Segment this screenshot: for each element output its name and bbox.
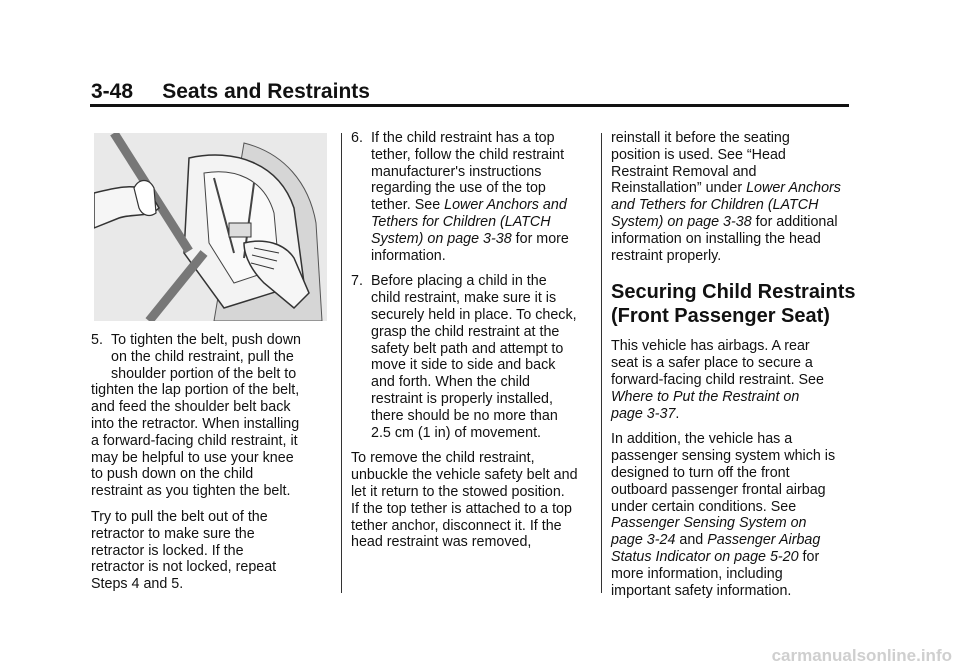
text-run: for <box>798 548 820 565</box>
list-item-step-7 <box>351 273 597 441</box>
text-line: outboard passenger frontal airbag <box>611 481 826 498</box>
text-line: retractor is locked. If the <box>91 542 244 559</box>
text-line: a forward-facing child restraint, it <box>91 432 298 449</box>
text-line: into the retractor. When installing <box>91 415 300 432</box>
text-line: This vehicle has airbags. A rear <box>611 338 810 355</box>
airbag-paragraph <box>611 338 856 422</box>
text-line: more information, including <box>611 565 783 582</box>
text-line: may be helpful to use your knee <box>91 449 294 466</box>
sensing-system-paragraph <box>611 431 856 599</box>
text-run: and <box>675 532 708 549</box>
text-line: tether anchor, disconnect it. If the <box>351 517 562 534</box>
text-line: To tighten the belt, push down <box>111 332 301 348</box>
cross-reference-link[interactable]: System) on page 3-38 <box>371 230 512 247</box>
text-run: for more <box>511 230 569 247</box>
text-line: seat is a safer place to secure a <box>611 355 813 372</box>
watermark: carmanualsonline.info <box>771 646 952 665</box>
text-line: Steps 4 and 5. <box>91 576 184 593</box>
text-line: to push down on the child <box>91 466 254 483</box>
continued-paragraph <box>611 130 856 264</box>
column-1 <box>91 332 333 593</box>
text-line: Restraint Removal and <box>611 163 757 180</box>
cross-reference-link[interactable]: Lower Anchors <box>746 180 841 197</box>
list-item-step-5 <box>91 332 333 500</box>
text-line: important safety information. <box>611 582 792 599</box>
cross-reference-link[interactable]: and Tethers for Children (LATCH <box>611 197 819 214</box>
text-run: for additional <box>751 213 838 230</box>
cross-reference-link[interactable]: Passenger Sensing System on <box>611 515 807 532</box>
text-line <box>611 214 856 231</box>
text-line: regarding the use of the top <box>371 180 546 197</box>
text-line <box>611 532 856 549</box>
text-line: grasp the child restraint at the <box>371 323 560 340</box>
text-run: Reinstallation” under <box>611 180 747 197</box>
text-line: let it return to the stowed position. <box>351 483 565 500</box>
text-line: passenger sensing system which is <box>611 448 836 465</box>
text-line: information on installing the head <box>611 230 821 247</box>
text-line: If the top tether is attached to a top <box>351 500 572 517</box>
cross-reference-link[interactable]: System) on page 3-38 <box>611 213 752 230</box>
list-item-step-6 <box>351 130 597 264</box>
text-line: move it side to side and back <box>371 357 556 374</box>
text-line: shoulder portion of the belt to <box>111 365 297 382</box>
text-line: restraint properly. <box>611 247 722 264</box>
child-restraint-illustration-icon <box>94 133 327 321</box>
text-line: securely held in place. To check, <box>371 306 577 323</box>
section-heading <box>611 280 856 328</box>
text-line: In addition, the vehicle has a <box>611 431 793 448</box>
text-line <box>611 406 856 423</box>
text-line: retractor is not locked, repeat <box>91 559 277 576</box>
text-line: tighten the lap portion of the belt, <box>91 382 300 399</box>
text-line: child restraint, make sure it is <box>371 290 557 307</box>
text-line: Try to pull the belt out of the <box>91 508 268 525</box>
removal-paragraph <box>351 450 597 551</box>
text-line: on the child restraint, pull the <box>111 348 294 365</box>
cross-reference-link[interactable]: Status Indicator on page 5-20 <box>611 548 799 565</box>
heading-line: (Front Passenger Seat) <box>611 305 830 328</box>
text-line: head restraint was removed, <box>351 534 532 551</box>
step-number: 7. <box>351 273 363 290</box>
child-restraint-illustration <box>94 133 327 321</box>
text-line: manufacturer's instructions <box>371 163 542 180</box>
text-line: restraint as you tighten the belt. <box>91 483 291 500</box>
step-number: 6. <box>351 130 363 146</box>
cross-reference-link[interactable]: Where to Put the Restraint on <box>611 388 800 405</box>
text-line: 2.5 cm (1 in) of movement. <box>371 424 542 441</box>
text-run: . <box>675 405 680 422</box>
cross-reference-link[interactable]: page 3-37 <box>611 405 676 422</box>
cross-reference-link[interactable]: Tethers for Children (LATCH <box>371 213 551 230</box>
page-header-title: 3-48 Seats and Restraints <box>91 80 370 103</box>
text-line: To remove the child restraint, <box>351 450 535 467</box>
cross-reference-link[interactable]: page 3-24 <box>611 532 676 549</box>
text-line: Before placing a child in the <box>371 273 547 290</box>
cross-reference-link[interactable]: Lower Anchors and <box>444 197 567 214</box>
text-line: restraint is properly installed, <box>371 390 553 407</box>
text-line <box>371 231 597 248</box>
text-line: designed to turn off the front <box>611 464 790 481</box>
text-line: information. <box>371 247 446 264</box>
cross-reference-link[interactable]: Passenger Airbag <box>707 532 821 549</box>
text-line: and feed the shoulder belt back <box>91 399 291 416</box>
text-line: and forth. When the child <box>371 374 530 391</box>
text-line: forward-facing child restraint. See <box>611 371 824 388</box>
header-rule <box>90 104 849 107</box>
text-line: If the child restraint has a top <box>371 130 555 146</box>
text-line: safety belt path and attempt to <box>371 340 564 357</box>
text-line: there should be no more than <box>371 407 558 424</box>
text-line: retractor to make sure the <box>91 525 255 542</box>
column-2 <box>351 130 597 560</box>
text-line: reinstall it before the seating <box>611 130 790 146</box>
column-divider-2 <box>601 133 602 593</box>
text-line: under certain conditions. See <box>611 498 797 515</box>
text-line <box>611 180 856 197</box>
text-run: tether. See <box>371 197 445 214</box>
text-line: tether, follow the child restraint <box>371 146 565 163</box>
column-3 <box>611 130 856 608</box>
text-line: position is used. See “Head <box>611 146 786 163</box>
heading-line: Securing Child Restraints <box>611 281 856 304</box>
text-line <box>371 197 597 214</box>
step-number: 5. <box>91 332 103 348</box>
text-line: unbuckle the vehicle safety belt and <box>351 467 578 484</box>
column-divider-1 <box>341 133 342 593</box>
step-5-note <box>91 509 333 593</box>
text-line <box>611 549 856 566</box>
